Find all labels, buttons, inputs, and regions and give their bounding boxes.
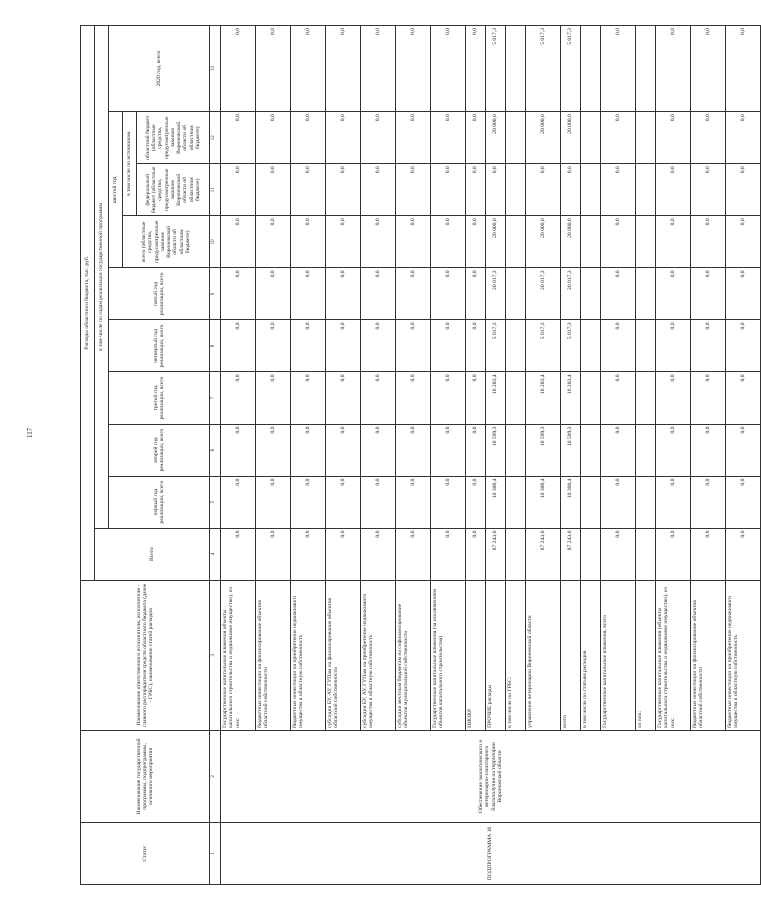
value-cell: 0,0 <box>466 216 486 268</box>
value-cell <box>506 216 526 268</box>
value-cell: 0,0 <box>431 112 466 164</box>
value-cell: 0,0 <box>656 476 691 528</box>
value-cell <box>506 528 526 580</box>
value-cell: 0,0 <box>726 424 761 476</box>
row-label: субсидии БУ, АУ, ГУПам на приобретение недвижимого имущества в областную собственность <box>361 580 396 730</box>
table-header <box>81 26 221 885</box>
value-cell: 0,0 <box>221 528 256 580</box>
row-label: Государственные капитальные вложения (за исключением объектов капитального строительства) <box>431 580 466 730</box>
value-cell <box>636 476 656 528</box>
value-cell: 16 283,4 <box>486 372 506 424</box>
value-cell: 0,0 <box>561 164 581 216</box>
row-label: в том числе по статьям расходов <box>581 580 601 730</box>
column-number: 13 <box>210 26 221 112</box>
value-cell: 0,0 <box>291 320 326 372</box>
value-cell <box>581 476 601 528</box>
header-year-4: четвертый год реализации, всего <box>109 320 210 372</box>
value-cell: 0,0 <box>361 476 396 528</box>
value-cell: 0,0 <box>291 26 326 112</box>
row-label: всего <box>561 580 581 730</box>
value-cell: 0,0 <box>656 216 691 268</box>
program-name: Обеспечение экологического и ветеринарно-санитарного благополучия на территории Воронежской области <box>221 730 761 822</box>
value-cell: 0,0 <box>601 164 636 216</box>
value-cell <box>581 320 601 372</box>
value-cell: 0,0 <box>221 216 256 268</box>
value-cell: 16 283,4 <box>561 372 581 424</box>
value-cell: 0,0 <box>656 424 691 476</box>
value-cell: 0,0 <box>431 372 466 424</box>
row-label: бюджетные инвестиции на финансирование объектов областной собственности <box>691 580 726 730</box>
column-number: 9 <box>210 268 221 320</box>
row-label: Государственные капитальные вложения, всего <box>601 580 636 730</box>
value-cell: 0,0 <box>726 268 761 320</box>
header-group: Расходы областного бюджета, тыс. руб. <box>81 26 95 581</box>
value-cell <box>636 216 656 268</box>
value-cell <box>506 26 526 112</box>
value-cell: 0,0 <box>466 164 486 216</box>
value-cell: 0,0 <box>691 112 726 164</box>
value-cell: 0,0 <box>691 216 726 268</box>
value-cell: 0,0 <box>466 528 486 580</box>
value-cell: 20 000,0 <box>486 112 506 164</box>
value-cell: 0,0 <box>601 26 636 112</box>
value-cell: 0,0 <box>431 164 466 216</box>
value-cell: 0,0 <box>256 476 291 528</box>
header-year-6-total: всего (областные средства, предусмотренные законом Воронежской области об областном бюджете) <box>123 216 210 268</box>
value-cell: 0,0 <box>656 528 691 580</box>
header-year-6-fed: федеральный бюджет (областные средства, предусмотренные законом Воронежской области об областном бюджете) <box>137 164 210 216</box>
header-status: Статус <box>81 822 210 884</box>
value-cell: 0,0 <box>326 216 361 268</box>
value-cell: 0,0 <box>431 476 466 528</box>
value-cell: 20 000,0 <box>561 216 581 268</box>
value-cell <box>581 528 601 580</box>
value-cell: 10 599,3 <box>561 424 581 476</box>
value-cell: 0,0 <box>726 216 761 268</box>
row-label: субсидии БУ, АУ, ГУПам на финансирование объектов областной собственности <box>326 580 361 730</box>
value-cell: 0,0 <box>486 164 506 216</box>
value-cell: 0,0 <box>361 26 396 112</box>
value-cell: 0,0 <box>291 528 326 580</box>
value-cell <box>636 164 656 216</box>
value-cell <box>581 268 601 320</box>
value-cell: 0,0 <box>656 268 691 320</box>
value-cell: 0,0 <box>691 268 726 320</box>
table-row <box>221 26 256 885</box>
header-year-6: шестой год <box>109 112 123 268</box>
value-cell: 0,0 <box>726 372 761 424</box>
page-number: 117 <box>26 427 34 438</box>
value-cell: 0,0 <box>431 26 466 112</box>
column-number: 7 <box>210 372 221 424</box>
value-cell <box>636 112 656 164</box>
value-cell: 0,0 <box>601 216 636 268</box>
row-label: бюджетные инвестиции на приобретение недвижимого имущества в областную собственность <box>726 580 761 730</box>
value-cell: 0,0 <box>291 164 326 216</box>
header-year-3: третий год реализации, всего <box>109 372 210 424</box>
value-cell <box>636 26 656 112</box>
value-cell: 0,0 <box>431 424 466 476</box>
value-cell: 0,0 <box>601 268 636 320</box>
value-cell: 16 283,4 <box>526 372 561 424</box>
value-cell: 20 000,0 <box>486 216 506 268</box>
value-cell: 0,0 <box>291 112 326 164</box>
value-cell: 0,0 <box>291 372 326 424</box>
value-cell: 0,0 <box>601 476 636 528</box>
value-cell: 0,0 <box>601 424 636 476</box>
row-label: НИОКР <box>466 580 486 730</box>
value-cell: 0,0 <box>726 164 761 216</box>
row-label: Государственные капитальные вложения (объекты капитального строительства и недвижимое имущество), из них: <box>656 580 691 730</box>
value-cell: 5 017,3 <box>526 320 561 372</box>
column-number: 5 <box>210 476 221 528</box>
value-cell: 0,0 <box>361 164 396 216</box>
value-cell: 0,0 <box>601 112 636 164</box>
row-label: субсидии местным бюджетам на софинансирование объектов муниципальной собственности <box>396 580 431 730</box>
value-cell: 0,0 <box>726 26 761 112</box>
value-cell: 0,0 <box>256 112 291 164</box>
header-total: Всего <box>95 528 210 580</box>
value-cell: 10 308,4 <box>486 476 506 528</box>
value-cell <box>581 26 601 112</box>
value-cell: 0,0 <box>466 26 486 112</box>
program-status: ПОДПРОГРАММА 16 <box>221 822 761 884</box>
value-cell: 0,0 <box>396 112 431 164</box>
header-year-1: первый год реализации, всего <box>109 476 210 528</box>
value-cell: 0,0 <box>221 320 256 372</box>
value-cell <box>506 372 526 424</box>
value-cell: 0,0 <box>326 112 361 164</box>
value-cell <box>506 424 526 476</box>
value-cell: 0,0 <box>656 164 691 216</box>
row-label: из них: <box>636 580 656 730</box>
value-cell <box>636 320 656 372</box>
value-cell <box>506 164 526 216</box>
value-cell: 0,0 <box>466 268 486 320</box>
value-cell: 0,0 <box>326 268 361 320</box>
value-cell: 20 000,0 <box>561 112 581 164</box>
row-label: бюджетные инвестиции на приобретение недвижимого имущества в областную собственность <box>291 580 326 730</box>
column-number: 6 <box>210 424 221 476</box>
table-body <box>221 26 761 885</box>
header-executor: Наименование ответственного исполнителя, исполнителя - главного распорядителя средств областного бюджета (далее - ГРБС), наименование статей расходов <box>81 580 210 730</box>
value-cell: 0,0 <box>656 26 691 112</box>
value-cell <box>636 528 656 580</box>
value-cell <box>581 424 601 476</box>
value-cell: 0,0 <box>656 320 691 372</box>
value-cell: 0,0 <box>396 476 431 528</box>
row-label: в том числе по ГРБС: <box>506 580 526 730</box>
value-cell: 0,0 <box>466 424 486 476</box>
value-cell: 0,0 <box>221 424 256 476</box>
value-cell: 0,0 <box>601 320 636 372</box>
value-cell: 0,0 <box>221 26 256 112</box>
header-year-5: пятый год реализации, всего <box>109 268 210 320</box>
value-cell: 0,0 <box>691 424 726 476</box>
value-cell: 0,0 <box>256 424 291 476</box>
value-cell: 0,0 <box>221 372 256 424</box>
value-cell <box>506 476 526 528</box>
value-cell: 10 308,4 <box>561 476 581 528</box>
header-year-6-reg: областной бюджет (областные средства, предусмотренные законом Воронежской области об областном бюджете) <box>137 112 210 164</box>
value-cell: 0,0 <box>361 528 396 580</box>
value-cell: 0,0 <box>326 26 361 112</box>
header-subgroup: в том числе по годам реализации государственной программы <box>95 26 109 529</box>
value-cell: 20 017,3 <box>561 268 581 320</box>
value-cell: 0,0 <box>291 476 326 528</box>
value-cell: 0,0 <box>691 164 726 216</box>
value-cell: 0,0 <box>361 112 396 164</box>
value-cell: 0,0 <box>691 372 726 424</box>
value-cell: 0,0 <box>256 528 291 580</box>
header-year-6-incl: в том числе по источникам <box>123 112 137 216</box>
value-cell: 5 017,3 <box>486 320 506 372</box>
value-cell: 0,0 <box>256 164 291 216</box>
column-number: 10 <box>210 216 221 268</box>
value-cell: 87 243,0 <box>526 528 561 580</box>
value-cell <box>636 372 656 424</box>
value-cell: 0,0 <box>431 528 466 580</box>
value-cell <box>506 320 526 372</box>
value-cell: 0,0 <box>466 112 486 164</box>
value-cell: 0,0 <box>396 216 431 268</box>
column-number-row <box>210 26 221 885</box>
value-cell: 0,0 <box>326 164 361 216</box>
header-name: Наименование государственной программы, подпрограммы, основного мероприятия <box>81 730 210 822</box>
value-cell: 0,0 <box>221 164 256 216</box>
value-cell: 5 017,3 <box>561 26 581 112</box>
value-cell: 20 000,0 <box>526 112 561 164</box>
value-cell: 5 017,3 <box>486 26 506 112</box>
value-cell: 0,0 <box>326 528 361 580</box>
value-cell: 0,0 <box>396 528 431 580</box>
column-number: 4 <box>210 528 221 580</box>
value-cell: 5 017,3 <box>526 26 561 112</box>
value-cell: 5 017,3 <box>561 320 581 372</box>
value-cell: 87 243,0 <box>561 528 581 580</box>
value-cell: 0,0 <box>396 320 431 372</box>
value-cell: 0,0 <box>326 372 361 424</box>
value-cell: 10 308,4 <box>526 476 561 528</box>
value-cell: 0,0 <box>256 268 291 320</box>
value-cell: 0,0 <box>256 216 291 268</box>
value-cell: 0,0 <box>326 320 361 372</box>
column-number: 8 <box>210 320 221 372</box>
value-cell: 0,0 <box>726 528 761 580</box>
value-cell <box>506 268 526 320</box>
value-cell <box>636 424 656 476</box>
column-number: 11 <box>210 164 221 216</box>
value-cell: 0,0 <box>691 320 726 372</box>
value-cell <box>581 216 601 268</box>
value-cell: 20 017,3 <box>486 268 506 320</box>
value-cell: 0,0 <box>291 424 326 476</box>
value-cell: 0,0 <box>256 372 291 424</box>
value-cell: 0,0 <box>601 372 636 424</box>
header-year-2: второй год реализации, всего <box>109 424 210 476</box>
value-cell: 0,0 <box>466 372 486 424</box>
value-cell: 0,0 <box>256 320 291 372</box>
row-label: управление ветеринарии Воронежской области <box>526 580 561 730</box>
value-cell: 0,0 <box>361 268 396 320</box>
value-cell: 0,0 <box>691 26 726 112</box>
value-cell <box>636 268 656 320</box>
value-cell: 0,0 <box>691 476 726 528</box>
value-cell: 0,0 <box>396 372 431 424</box>
value-cell: 0,0 <box>466 320 486 372</box>
value-cell: 0,0 <box>326 476 361 528</box>
value-cell: 0,0 <box>466 476 486 528</box>
column-number: 12 <box>210 112 221 164</box>
value-cell <box>581 112 601 164</box>
row-label: бюджетные инвестиции на финансирование объектов областной собственности <box>256 580 291 730</box>
column-number: 2 <box>210 730 221 822</box>
value-cell: 0,0 <box>396 164 431 216</box>
header-year-7: 2020 год, всего <box>109 26 210 112</box>
value-cell: 0,0 <box>726 112 761 164</box>
value-cell: 0,0 <box>656 372 691 424</box>
value-cell: 20 017,3 <box>526 268 561 320</box>
value-cell <box>581 372 601 424</box>
value-cell: 0,0 <box>526 164 561 216</box>
column-number: 1 <box>210 822 221 884</box>
value-cell <box>506 112 526 164</box>
value-cell: 0,0 <box>326 424 361 476</box>
value-cell: 0,0 <box>431 268 466 320</box>
value-cell: 0,0 <box>221 268 256 320</box>
value-cell: 0,0 <box>656 112 691 164</box>
value-cell: 0,0 <box>361 372 396 424</box>
value-cell: 0,0 <box>726 476 761 528</box>
value-cell: 0,0 <box>431 216 466 268</box>
value-cell: 0,0 <box>221 476 256 528</box>
value-cell: 10 599,3 <box>526 424 561 476</box>
value-cell: 0,0 <box>291 268 326 320</box>
value-cell: 0,0 <box>691 528 726 580</box>
value-cell: 0,0 <box>396 424 431 476</box>
value-cell: 20 000,0 <box>526 216 561 268</box>
row-label: Государственные капитальные вложения объекты капитального строительства и недвижимое имущество), из них: <box>221 580 256 730</box>
rotated-page <box>80 25 746 885</box>
value-cell: 0,0 <box>221 112 256 164</box>
value-cell: 0,0 <box>396 268 431 320</box>
value-cell: 0,0 <box>396 26 431 112</box>
value-cell: 0,0 <box>361 216 396 268</box>
column-number: 3 <box>210 580 221 730</box>
value-cell <box>581 164 601 216</box>
row-label: ПРОЧИЕ расходы <box>486 580 506 730</box>
value-cell: 0,0 <box>601 528 636 580</box>
value-cell: 10 599,3 <box>486 424 506 476</box>
budget-table <box>80 25 761 885</box>
value-cell: 0,0 <box>361 320 396 372</box>
value-cell: 87 243,0 <box>486 528 506 580</box>
value-cell: 0,0 <box>431 320 466 372</box>
value-cell: 0,0 <box>726 320 761 372</box>
value-cell: 0,0 <box>256 26 291 112</box>
value-cell: 0,0 <box>291 216 326 268</box>
value-cell: 0,0 <box>361 424 396 476</box>
